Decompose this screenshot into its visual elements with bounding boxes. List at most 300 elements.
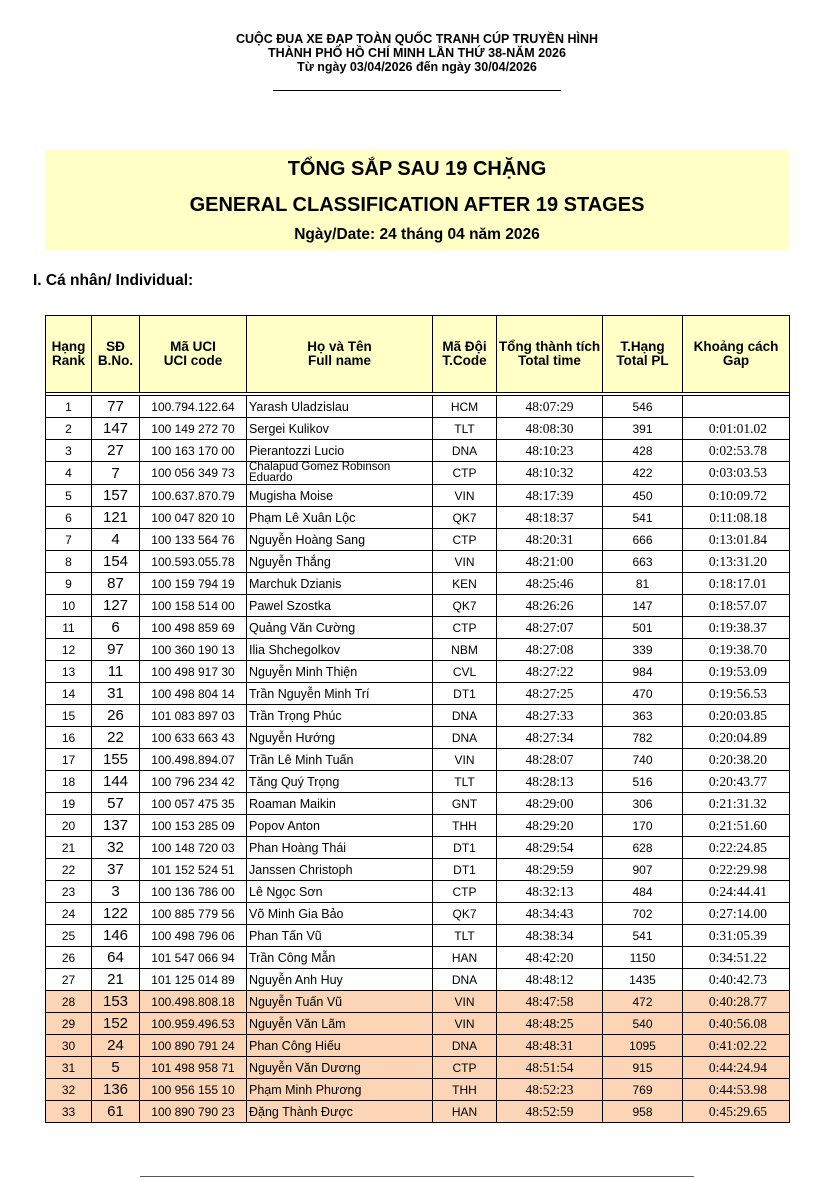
row-rank: 30 [46, 1035, 92, 1057]
row-total-time: 48:27:34 [497, 727, 603, 749]
row-bib-number: 136 [92, 1079, 140, 1101]
row-full-name: Nguyễn Văn Lãm [247, 1013, 433, 1035]
col-header-bib: SĐ B.No. [92, 316, 140, 393]
row-team-code: GNT [433, 793, 497, 815]
row-total-points: 391 [603, 418, 683, 440]
row-gap: 0:40:28.77 [683, 991, 790, 1013]
row-team-code: DNA [433, 440, 497, 462]
row-team-code: HCM [433, 396, 497, 418]
row-gap: 0:45:29.65 [683, 1101, 790, 1123]
row-uci-code: 100 890 791 24 [140, 1035, 247, 1057]
row-uci-code: 101 547 066 94 [140, 947, 247, 969]
row-total-time: 48:26:26 [497, 595, 603, 617]
table-row [46, 947, 790, 969]
row-rank: 6 [46, 507, 92, 529]
row-total-time: 48:10:32 [497, 462, 603, 485]
row-gap: 0:01:01.02 [683, 418, 790, 440]
row-total-time: 48:47:58 [497, 991, 603, 1013]
table-row [46, 573, 790, 595]
row-bib-number: 61 [92, 1101, 140, 1123]
row-full-name: Nguyễn Thắng [247, 551, 433, 573]
row-total-time: 48:27:22 [497, 661, 603, 683]
table-row [46, 595, 790, 617]
row-full-name: Marchuk Dzianis [247, 573, 433, 595]
row-rank: 4 [46, 462, 92, 485]
col-header-gap: Khoảng cách Gap [683, 316, 790, 393]
row-gap: 0:13:31.20 [683, 551, 790, 573]
row-total-time: 48:48:25 [497, 1013, 603, 1035]
row-team-code: TLT [433, 925, 497, 947]
row-total-time: 48:28:13 [497, 771, 603, 793]
table-row [46, 418, 790, 440]
row-full-name: Phan Công Hiếu [247, 1035, 433, 1057]
row-uci-code: 100 057 475 35 [140, 793, 247, 815]
row-bib-number: 127 [92, 595, 140, 617]
col-header-name: Họ và Tên Full name [247, 316, 433, 393]
row-uci-code: 100 163 170 00 [140, 440, 247, 462]
row-bib-number: 4 [92, 529, 140, 551]
section-heading: I. Cá nhân/ Individual: [33, 272, 194, 289]
row-gap: 0:21:51.60 [683, 815, 790, 837]
row-team-code: DNA [433, 705, 497, 727]
row-bib-number: 37 [92, 859, 140, 881]
row-gap: 0:13:01.84 [683, 529, 790, 551]
row-total-points: 516 [603, 771, 683, 793]
row-total-time: 48:29:59 [497, 859, 603, 881]
table-row [46, 1101, 790, 1123]
classification-table [45, 315, 790, 1123]
row-gap: 0:22:24.85 [683, 837, 790, 859]
row-bib-number: 144 [92, 771, 140, 793]
row-uci-code: 101 083 897 03 [140, 705, 247, 727]
row-uci-code: 100 153 285 09 [140, 815, 247, 837]
row-team-code: THH [433, 815, 497, 837]
row-uci-code: 100 047 820 10 [140, 507, 247, 529]
title-box [45, 150, 789, 250]
row-rank: 2 [46, 418, 92, 440]
row-total-time: 48:32:13 [497, 881, 603, 903]
row-total-points: 546 [603, 396, 683, 418]
row-full-name: Trần Nguyễn Minh Trí [247, 683, 433, 705]
row-rank: 25 [46, 925, 92, 947]
row-team-code: DNA [433, 727, 497, 749]
table-row [46, 617, 790, 639]
row-total-time: 48:25:46 [497, 573, 603, 595]
row-rank: 12 [46, 639, 92, 661]
table-row [46, 683, 790, 705]
row-uci-code: 100 498 804 14 [140, 683, 247, 705]
row-uci-code: 100 159 794 19 [140, 573, 247, 595]
row-total-points: 702 [603, 903, 683, 925]
row-full-name: Chalapud Gomez Robinson Eduardo [247, 462, 433, 485]
table-row [46, 1057, 790, 1079]
row-total-points: 501 [603, 617, 683, 639]
row-total-time: 48:51:54 [497, 1057, 603, 1079]
col-header-team: Mã Đội T.Code [433, 316, 497, 393]
row-gap: 0:20:38.20 [683, 749, 790, 771]
row-total-time: 48:29:54 [497, 837, 603, 859]
row-team-code: TLT [433, 771, 497, 793]
row-total-points: 470 [603, 683, 683, 705]
row-total-points: 666 [603, 529, 683, 551]
row-total-time: 48:08:30 [497, 418, 603, 440]
row-uci-code: 100 498 917 30 [140, 661, 247, 683]
row-bib-number: 32 [92, 837, 140, 859]
event-header [0, 32, 834, 74]
row-gap: 0:03:03.53 [683, 462, 790, 485]
row-full-name: Lê Ngọc Sơn [247, 881, 433, 903]
row-rank: 22 [46, 859, 92, 881]
row-uci-code: 100.637.870.79 [140, 485, 247, 507]
row-full-name: Popov Anton [247, 815, 433, 837]
row-uci-code: 100 498 859 69 [140, 617, 247, 639]
row-gap: 0:31:05.39 [683, 925, 790, 947]
row-total-time: 48:27:07 [497, 617, 603, 639]
row-total-points: 1150 [603, 947, 683, 969]
row-bib-number: 24 [92, 1035, 140, 1057]
row-team-code: CVL [433, 661, 497, 683]
row-team-code: CTP [433, 462, 497, 485]
row-bib-number: 97 [92, 639, 140, 661]
row-total-time: 48:28:07 [497, 749, 603, 771]
row-total-time: 48:29:00 [497, 793, 603, 815]
row-rank: 20 [46, 815, 92, 837]
event-title-line2: THÀNH PHỐ HỒ CHÍ MINH LẦN THỨ 38-NĂM 2026 [268, 46, 566, 60]
row-total-time: 48:10:23 [497, 440, 603, 462]
row-team-code: CTP [433, 529, 497, 551]
row-team-code: DNA [433, 969, 497, 991]
row-bib-number: 22 [92, 727, 140, 749]
table-row [46, 881, 790, 903]
row-full-name: Võ Minh Gia Bảo [247, 903, 433, 925]
row-gap: 0:20:03.85 [683, 705, 790, 727]
row-gap: 0:11:08.18 [683, 507, 790, 529]
row-uci-code: 100.959.496.53 [140, 1013, 247, 1035]
row-uci-code: 100 796 234 42 [140, 771, 247, 793]
row-team-code: DT1 [433, 683, 497, 705]
row-total-time: 48:52:23 [497, 1079, 603, 1101]
row-full-name: Trần Lê Minh Tuấn [247, 749, 433, 771]
col-header-uci: Mã UCI UCI code [140, 316, 247, 393]
row-gap: 0:02:53.78 [683, 440, 790, 462]
row-full-name: Trần Công Mẫn [247, 947, 433, 969]
row-total-time: 48:07:29 [497, 396, 603, 418]
row-total-time: 48:38:34 [497, 925, 603, 947]
table-row [46, 661, 790, 683]
title-english: GENERAL CLASSIFICATION AFTER 19 STAGES [189, 194, 645, 216]
row-full-name: Đặng Thành Được [247, 1101, 433, 1123]
row-total-points: 428 [603, 440, 683, 462]
row-full-name: Nguyễn Anh Huy [247, 969, 433, 991]
row-team-code: CTP [433, 881, 497, 903]
row-uci-code: 100 633 663 43 [140, 727, 247, 749]
row-rank: 11 [46, 617, 92, 639]
table-row [46, 815, 790, 837]
row-full-name: Nguyễn Tuấn Vũ [247, 991, 433, 1013]
row-team-code: VIN [433, 991, 497, 1013]
row-total-time: 48:42:20 [497, 947, 603, 969]
row-team-code: QK7 [433, 595, 497, 617]
row-full-name: Phạm Minh Phương [247, 1079, 433, 1101]
row-rank: 14 [46, 683, 92, 705]
row-bib-number: 3 [92, 881, 140, 903]
row-gap: 0:18:57.07 [683, 595, 790, 617]
row-rank: 16 [46, 727, 92, 749]
row-full-name: Pierantozzi Lucio [247, 440, 433, 462]
title-date: Ngày/Date: 24 tháng 04 năm 2026 [294, 226, 540, 243]
row-gap [683, 396, 790, 418]
row-total-time: 48:34:43 [497, 903, 603, 925]
row-total-points: 915 [603, 1057, 683, 1079]
row-total-time: 48:48:12 [497, 969, 603, 991]
row-bib-number: 153 [92, 991, 140, 1013]
row-total-points: 663 [603, 551, 683, 573]
row-gap: 0:40:56.08 [683, 1013, 790, 1035]
row-rank: 5 [46, 485, 92, 507]
row-rank: 19 [46, 793, 92, 815]
row-gap: 0:20:43.77 [683, 771, 790, 793]
row-full-name: Phan Tấn Vũ [247, 925, 433, 947]
event-dates: Từ ngày 03/04/2026 đến ngày 30/04/2026 [297, 60, 537, 74]
table-row [46, 727, 790, 749]
row-bib-number: 64 [92, 947, 140, 969]
row-bib-number: 27 [92, 440, 140, 462]
row-rank: 29 [46, 1013, 92, 1035]
table-row [46, 639, 790, 661]
row-bib-number: 121 [92, 507, 140, 529]
row-rank: 17 [46, 749, 92, 771]
row-gap: 0:19:53.09 [683, 661, 790, 683]
row-uci-code: 100 360 190 13 [140, 639, 247, 661]
row-full-name: Nguyễn Minh Thiện [247, 661, 433, 683]
footer-divider [140, 1176, 694, 1177]
row-full-name: Tăng Quý Trọng [247, 771, 433, 793]
table-row [46, 705, 790, 727]
table-row [46, 771, 790, 793]
row-rank: 24 [46, 903, 92, 925]
row-full-name: Sergei Kulikov [247, 418, 433, 440]
row-team-code: VIN [433, 1013, 497, 1035]
row-total-points: 170 [603, 815, 683, 837]
table-row [46, 793, 790, 815]
row-total-time: 48:52:59 [497, 1101, 603, 1123]
row-team-code: DT1 [433, 837, 497, 859]
row-uci-code: 100.498.808.18 [140, 991, 247, 1013]
row-full-name: Pawel Szostka [247, 595, 433, 617]
row-gap: 0:19:38.70 [683, 639, 790, 661]
row-rank: 15 [46, 705, 92, 727]
row-total-points: 422 [603, 462, 683, 485]
row-total-points: 540 [603, 1013, 683, 1035]
row-rank: 7 [46, 529, 92, 551]
row-total-time: 48:21:00 [497, 551, 603, 573]
row-total-time: 48:27:08 [497, 639, 603, 661]
table-row [46, 1013, 790, 1035]
row-rank: 27 [46, 969, 92, 991]
row-bib-number: 57 [92, 793, 140, 815]
row-bib-number: 146 [92, 925, 140, 947]
table-row [46, 925, 790, 947]
row-team-code: HAN [433, 947, 497, 969]
row-rank: 3 [46, 440, 92, 462]
row-bib-number: 5 [92, 1057, 140, 1079]
row-full-name: Nguyễn Hướng [247, 727, 433, 749]
table-row [46, 529, 790, 551]
row-total-time: 48:17:39 [497, 485, 603, 507]
row-bib-number: 147 [92, 418, 140, 440]
table-row [46, 1079, 790, 1101]
row-uci-code: 100.593.055.78 [140, 551, 247, 573]
row-uci-code: 101 152 524 51 [140, 859, 247, 881]
row-team-code: HAN [433, 1101, 497, 1123]
col-header-points: T.Hạng Total PL [603, 316, 683, 393]
row-bib-number: 31 [92, 683, 140, 705]
row-gap: 0:20:04.89 [683, 727, 790, 749]
row-rank: 23 [46, 881, 92, 903]
row-total-points: 958 [603, 1101, 683, 1123]
row-gap: 0:40:42.73 [683, 969, 790, 991]
row-bib-number: 77 [92, 396, 140, 418]
row-uci-code: 101 125 014 89 [140, 969, 247, 991]
row-total-points: 984 [603, 661, 683, 683]
row-rank: 26 [46, 947, 92, 969]
row-gap: 0:19:56.53 [683, 683, 790, 705]
row-total-points: 1095 [603, 1035, 683, 1057]
header-divider [273, 90, 561, 91]
col-header-rank: Hạng Rank [46, 316, 92, 393]
row-rank: 13 [46, 661, 92, 683]
row-full-name: Mugisha Moise [247, 485, 433, 507]
row-total-points: 782 [603, 727, 683, 749]
row-total-time: 48:27:25 [497, 683, 603, 705]
row-uci-code: 100.498.894.07 [140, 749, 247, 771]
table-row [46, 859, 790, 881]
row-uci-code: 100.794.122.64 [140, 396, 247, 418]
row-full-name: Janssen Christoph [247, 859, 433, 881]
table-row [46, 969, 790, 991]
table-row [46, 507, 790, 529]
row-team-code: DNA [433, 1035, 497, 1057]
row-rank: 18 [46, 771, 92, 793]
row-gap: 0:34:51.22 [683, 947, 790, 969]
table-row [46, 440, 790, 462]
row-team-code: QK7 [433, 903, 497, 925]
table-row [46, 749, 790, 771]
row-full-name: Roaman Maikin [247, 793, 433, 815]
row-total-points: 306 [603, 793, 683, 815]
event-title-line1: CUỘC ĐUA XE ĐẠP TOÀN QUỐC TRANH CÚP TRUYỀN HÌNH [235, 32, 599, 46]
row-total-time: 48:48:31 [497, 1035, 603, 1057]
row-team-code: KEN [433, 573, 497, 595]
row-rank: 28 [46, 991, 92, 1013]
row-rank: 9 [46, 573, 92, 595]
row-gap: 0:41:02.22 [683, 1035, 790, 1057]
row-total-points: 363 [603, 705, 683, 727]
row-rank: 21 [46, 837, 92, 859]
row-team-code: DT1 [433, 859, 497, 881]
table-row [46, 991, 790, 1013]
row-bib-number: 26 [92, 705, 140, 727]
row-total-points: 147 [603, 595, 683, 617]
row-bib-number: 6 [92, 617, 140, 639]
row-rank: 32 [46, 1079, 92, 1101]
row-team-code: THH [433, 1079, 497, 1101]
row-gap: 0:22:29.98 [683, 859, 790, 881]
table-header-row [46, 316, 790, 393]
row-full-name: Phạm Lê Xuân Lộc [247, 507, 433, 529]
row-rank: 10 [46, 595, 92, 617]
row-total-points: 541 [603, 925, 683, 947]
row-gap: 0:10:09.72 [683, 485, 790, 507]
row-bib-number: 11 [92, 661, 140, 683]
row-total-points: 740 [603, 749, 683, 771]
row-total-time: 48:18:37 [497, 507, 603, 529]
row-uci-code: 101 498 958 71 [140, 1057, 247, 1079]
table-row [46, 396, 790, 418]
row-full-name: Phan Hoàng Thái [247, 837, 433, 859]
table-row [46, 837, 790, 859]
row-team-code: CTP [433, 617, 497, 639]
row-uci-code: 100 158 514 00 [140, 595, 247, 617]
row-team-code: TLT [433, 418, 497, 440]
row-total-points: 541 [603, 507, 683, 529]
row-uci-code: 100 148 720 03 [140, 837, 247, 859]
row-bib-number: 7 [92, 462, 140, 485]
table-row [46, 551, 790, 573]
row-total-points: 339 [603, 639, 683, 661]
row-rank: 1 [46, 396, 92, 418]
row-gap: 0:19:38.37 [683, 617, 790, 639]
row-full-name: Nguyễn Văn Dương [247, 1057, 433, 1079]
row-uci-code: 100 133 564 76 [140, 529, 247, 551]
row-gap: 0:27:14.00 [683, 903, 790, 925]
row-total-time: 48:20:31 [497, 529, 603, 551]
row-bib-number: 152 [92, 1013, 140, 1035]
row-total-points: 450 [603, 485, 683, 507]
row-total-points: 628 [603, 837, 683, 859]
row-total-time: 48:27:33 [497, 705, 603, 727]
row-uci-code: 100 885 779 56 [140, 903, 247, 925]
table-row [46, 903, 790, 925]
title-vietnamese: TỔNG SẮP SAU 19 CHẶNG [287, 158, 547, 180]
row-team-code: QK7 [433, 507, 497, 529]
row-team-code: VIN [433, 749, 497, 771]
row-team-code: CTP [433, 1057, 497, 1079]
table-row [46, 462, 790, 485]
row-gap: 0:44:53.98 [683, 1079, 790, 1101]
row-team-code: VIN [433, 551, 497, 573]
row-rank: 8 [46, 551, 92, 573]
row-uci-code: 100 056 349 73 [140, 462, 247, 485]
row-bib-number: 21 [92, 969, 140, 991]
table-row [46, 485, 790, 507]
row-uci-code: 100 956 155 10 [140, 1079, 247, 1101]
row-full-name: Yarash Uladzislau [247, 396, 433, 418]
row-rank: 31 [46, 1057, 92, 1079]
row-bib-number: 154 [92, 551, 140, 573]
row-rank: 33 [46, 1101, 92, 1123]
row-bib-number: 155 [92, 749, 140, 771]
col-header-time: Tổng thành tích Total time [497, 316, 603, 393]
row-gap: 0:21:31.32 [683, 793, 790, 815]
row-full-name: Nguyễn Hoàng Sang [247, 529, 433, 551]
row-total-points: 1435 [603, 969, 683, 991]
table-row [46, 1035, 790, 1057]
row-bib-number: 87 [92, 573, 140, 595]
row-full-name: Quảng Văn Cường [247, 617, 433, 639]
row-bib-number: 157 [92, 485, 140, 507]
row-total-points: 907 [603, 859, 683, 881]
